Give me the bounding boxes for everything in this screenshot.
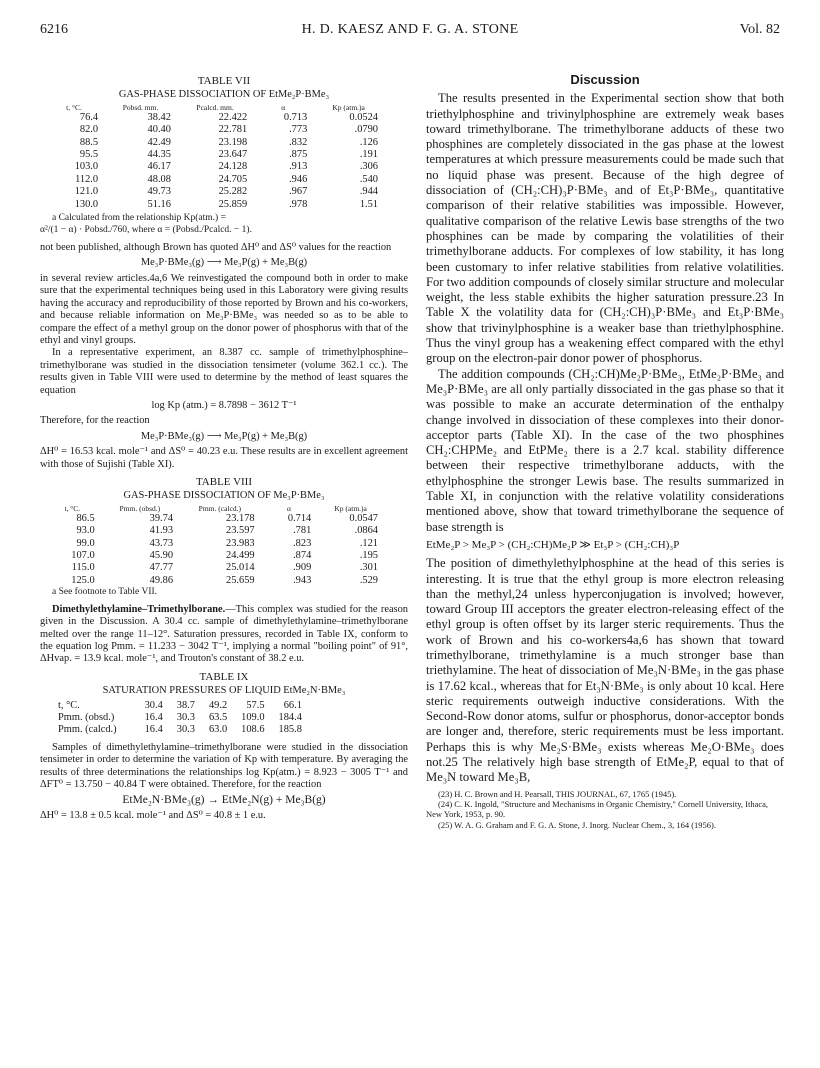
table-cell: .874 xyxy=(293,550,312,561)
table-cell: .191 xyxy=(359,149,378,161)
column-header: t, °C. xyxy=(66,102,82,112)
table-cell: 112.0 xyxy=(75,173,99,185)
table-vii-footnote-2: α²/(1 − α) · Pobsd./760, where α = (Pobsd./Pcalcd. − 1). xyxy=(40,224,252,235)
table-row xyxy=(44,112,384,124)
paragraph: ΔH⁰ = 16.53 kcal. mole⁻¹ and ΔS⁰ = 40.23 e.u. These results are in excellent agreement with those of Sujishi (Table XI). xyxy=(40,446,408,470)
table-viii-caption: GAS-PHASE DISSOCIATION OF Me₃P·BMe₃ xyxy=(123,490,325,502)
table-cell: .306 xyxy=(359,161,378,173)
table-cell: 63.0 xyxy=(208,724,228,736)
column-header: Kp (atm.)a xyxy=(332,102,365,112)
table-cell: 125.0 xyxy=(71,574,95,586)
table-cell: 185.8 xyxy=(278,724,302,736)
table-row xyxy=(44,513,384,525)
table-cell: .832 xyxy=(289,136,308,148)
running-header xyxy=(40,22,780,42)
table-row xyxy=(44,137,384,149)
table-cell: 23.198 xyxy=(218,136,248,148)
table-cell: .773 xyxy=(289,124,308,136)
table-cell: 22.422 xyxy=(218,111,248,123)
section-heading: Discussion xyxy=(570,72,640,87)
table-cell: 25.014 xyxy=(226,562,255,574)
table-row xyxy=(44,186,384,198)
table-cell: 86.5 xyxy=(76,512,95,524)
table-row xyxy=(58,724,302,736)
table-row xyxy=(44,525,384,537)
table-cell: 66.1 xyxy=(283,699,302,711)
table-cell: 30.3 xyxy=(176,724,195,736)
column-header: Pmm. (calcd.) xyxy=(198,503,241,513)
table-cell: 130.0 xyxy=(74,198,99,210)
table-cell: 25.282 xyxy=(218,186,248,198)
table-cell: 23.597 xyxy=(226,525,255,537)
table-vii-caption: GAS-PHASE DISSOCIATION OF EtMe₂P·BMe₃ xyxy=(118,89,330,101)
table-cell: Pmm. (calcd.) xyxy=(58,724,117,736)
paragraph: in several review articles.4a,6 We reinvestigated the compound both in order to make sure that the experimental techniques being used in this Laboratory were giving results having the accuracy and reproducibility of those reported by Brown and his co-workers, and because reliable information on Me₃P·BMe₃ was needed so as to be able to compare the effect of a methyl group on the donor power of phosphorus with that of the ethyl and vinyl groups. xyxy=(40,272,408,346)
table-viii-footnote: a See footnote to Table VII. xyxy=(52,587,158,598)
table-cell: .0790 xyxy=(354,124,378,136)
table-ix xyxy=(58,700,302,737)
table-viii-label: TABLE VIII xyxy=(195,475,253,488)
table-cell: .944 xyxy=(359,186,378,198)
table-cell: .540 xyxy=(359,173,378,185)
table-cell: .781 xyxy=(293,525,312,537)
table-vii-label: TABLE VII xyxy=(197,75,251,87)
paragraph: In a representative experiment, an 8.387 cc. sample of trimethylphosphine–trimethylborane was studied in the dissociation tensimeter (volume 362.1 cc.). The results given in Table VIII were used to determine by the method of least squares the equation xyxy=(40,347,408,396)
table-cell: 0.0547 xyxy=(349,512,378,524)
table-cell: 38.7 xyxy=(176,699,195,711)
table-row xyxy=(58,712,302,724)
table-row xyxy=(44,575,384,587)
table-cell: 88.5 xyxy=(79,136,99,148)
column-header: Pobsd. mm. xyxy=(122,102,159,112)
equation: EtMe₂N·BMe₃(g) → EtMe₂N(g) + Me₃B(g) xyxy=(122,794,326,807)
table-cell: 25.859 xyxy=(218,198,248,210)
table-cell: 49.73 xyxy=(147,186,171,198)
table-cell: 39.74 xyxy=(149,512,174,524)
paragraph: The position of dimethylethylphosphine at the head of this series is interesting. It is true that the ethyl group is more electron releasing than the methyl,24 unless hyperconjugation is involved; however, toward Group III acceptors the greater electron-releasing effect of the ethyl group is often offset by its larger steric requirements. Thus the work of Brown and his co-workers4a,6 has shown that toward trimethylborane, trimethylamine is a much stronger base than triethylamine. The heat of dissociation of Me₃N·BMe₃ in the gas phase is 17.62 kcal., whereas that for Et₃N·BMe₃ is only about 10 kcal. Here steric requirements outweigh inductive considerations. With the Second-Row donor atoms, sulfur or phosphorus, donor-acceptor bonds are longer and, therefore, steric requirements must be less important. Perhaps this is why Me₂S·BMe₃ exists whereas Me₂O·BMe₃ does not.25 The relatively high base strength of EtMe₂P, equal to that of Me₃N toward Me₃B, xyxy=(426,556,784,785)
footnote-24: (24) C. K. Ingold, "Structure and Mechanisms in Organic Chemistry," Cornell University, Ithaca, New York, 1953, p. 90. xyxy=(426,798,769,820)
table-cell: .875 xyxy=(289,149,308,161)
table-cell: 108.6 xyxy=(241,724,265,736)
table-cell: 51.16 xyxy=(147,198,171,210)
table-cell: 115.0 xyxy=(71,562,95,574)
table-cell: 184.4 xyxy=(278,711,302,723)
table-cell: Pmm. (obsd.) xyxy=(58,711,115,723)
table-cell: 41.93 xyxy=(149,525,174,537)
table-row xyxy=(44,199,384,211)
table-cell: 99.0 xyxy=(76,537,95,549)
section-run-in-heading: Dimethylethylamine–Trimethylborane. xyxy=(52,603,226,615)
table-row xyxy=(44,538,384,550)
table-ix-caption: SATURATION PRESSURES OF LIQUID EtMe₂N·BMe₃ xyxy=(102,685,346,697)
table-row xyxy=(44,550,384,562)
table-cell: 49.2 xyxy=(208,699,228,711)
column-header: Pcalcd. mm. xyxy=(196,102,234,112)
column-header: Pmm. (obsd.) xyxy=(119,503,161,513)
table-cell: 1.51 xyxy=(359,198,378,210)
table-cell: 46.17 xyxy=(147,161,171,173)
table-cell: 25.659 xyxy=(226,574,255,586)
table-cell: 0.0524 xyxy=(349,111,378,123)
table-cell: 23.983 xyxy=(226,537,255,549)
table-cell: 38.42 xyxy=(147,111,171,123)
volume-label: Vol. 82 xyxy=(739,22,780,37)
running-authors: H. D. KAESZ AND F. G. A. STONE xyxy=(301,22,519,37)
footnote-25: (25) W. A. G. Graham and F. G. A. Stone, J. Inorg. Nuclear Chem., 3, 164 (1956). xyxy=(438,819,716,830)
table-cell: 24.128 xyxy=(218,161,248,173)
table-cell: 95.5 xyxy=(79,149,99,161)
paragraph: ΔH⁰ = 13.8 ± 0.5 kcal. mole⁻¹ and ΔS⁰ = 40.8 ± 1 e.u. xyxy=(40,809,266,821)
table-cell: .913 xyxy=(289,161,308,173)
table-cell: .301 xyxy=(359,562,378,574)
footnote-23: (23) H. C. Brown and H. Pearsall, THIS JOURNAL, 67, 1765 (1945). xyxy=(438,788,677,799)
paragraph: Samples of dimethylethylamine–trimethylborane were studied in the dissociation tensimeter in order to determine the variation of Kp with temperature. By averaging the results of three determinations the relationships log Kp(atm.) = 8.923 − 3005 T⁻¹ and ΔFT⁰ = 13.750 − 40.84 T were obtained. Therefore, for the reaction xyxy=(40,741,408,790)
equation: Me₃P·BMe₃(g) ⟶ Me₃P(g) + Me₃B(g) xyxy=(140,430,308,442)
table-cell: 16.4 xyxy=(144,711,163,723)
table-cell: 44.35 xyxy=(147,149,171,161)
table-row xyxy=(44,124,384,136)
table-cell: .978 xyxy=(289,198,308,210)
table-cell: 48.08 xyxy=(147,173,171,185)
table-row xyxy=(44,161,384,173)
table-cell: 0.714 xyxy=(287,512,312,524)
table-cell: 30.4 xyxy=(144,699,163,711)
table-cell: .529 xyxy=(359,574,378,586)
paragraph: The results presented in the Experimental section show that both triethylphosphine and trivinylphosphine are extremely weak bases toward trimethylborane. The trimethylborane adducts of these two phosphines are completely dissociated in the gas phase at the lowest temperatures at which pressure measurements could be made such that no liquid phase was present. Because of the high degree of dissociation of (CH₂:CH)₃P·BMe₃ and of Et₃P·BMe₃, quantitative comparison of their relative stabilities was impossible. However, qualitative comparison of the relative Lewis base strengths of the two phosphines can be made by comparing the volatilities of their trimethylborane adducts. For complexes of low stability, it has long been customary to infer relative stabilities from relative volatilities. For two addition compounds of closely similar structure and molecular weight, the less stable exhibits the higher saturation pressure.23 In Table X the volatility data for (CH₂:CH)₃P·BMe₃ and Et₃P·BMe₃ show that trivinylphosphine is a weaker base than triethylphosphine. Thus the vinyl group has a weakening effect compared with the ethyl group on the electron-pair donor power of phosphorus. xyxy=(426,91,784,366)
table-cell: 24.499 xyxy=(226,550,255,561)
table-cell: .0864 xyxy=(354,525,378,537)
paragraph: not been published, although Brown has quoted ΔH⁰ and ΔS⁰ values for the reaction xyxy=(40,242,392,254)
base-strength-sequence: EtMe₂P > Me₃P > (CH₂:CH)Me₂P ≫ Et₃P > (CH₂:CH)₃P xyxy=(426,538,680,551)
table-ix-label: TABLE IX xyxy=(199,670,249,683)
table-cell: .967 xyxy=(289,186,308,198)
table-cell: 93.0 xyxy=(76,525,95,537)
table-cell: 47.77 xyxy=(149,562,174,574)
table-cell: 109.0 xyxy=(241,711,265,723)
table-vii xyxy=(44,104,384,211)
table-cell: .909 xyxy=(293,562,312,574)
table-cell: .126 xyxy=(359,136,378,148)
table-cell: 24.705 xyxy=(218,173,248,185)
paragraph-text: —This complex was studied for the reason given in the Discussion. A 30.4 cc. sample of dimethylethylamine–trimethylborane melted over the range 11–12°. Saturation pressures, recorded in Table IX, conform to the equation log Pmm. = 11.233 − 3042 T⁻¹, implying a normal "boiling point" of 91°, ΔHvap. = 13.9 kcal. mole⁻¹, and Trouton's constant of 38.2 e.u. xyxy=(40,603,408,665)
footnotes xyxy=(426,789,784,830)
column-header: α xyxy=(286,503,291,513)
column-header: t, °C. xyxy=(64,503,81,513)
equation: Me₃P·BMe₃(g) ⟶ Me₃P(g) + Me₃B(g) xyxy=(140,257,308,269)
table-cell: 22.781 xyxy=(218,124,248,136)
table-viii xyxy=(44,505,384,587)
page-number: 6216 xyxy=(40,22,68,37)
paragraph xyxy=(40,604,408,666)
table-cell: 43.73 xyxy=(149,537,174,549)
paragraph: The addition compounds (CH₂:CH)Me₂P·BMe₃, EtMe₂P·BMe₃ and Me₃P·BMe₃ are all only partially dissociated in the gas phase so that it was possible to make an accurate determination of the enthalpy change involved in dissociation of these complexes into their donor-acceptor parts (Table XI). In the case of the two phosphines CH₂:CHPMe₂ and EtPMe₂ there is a 2.7 kcal. stability difference between their respective trimethylborane adducts, with the ethylphosphine the stronger Lewis base. The results summarized in Table XI, in conjunction with the relative volatility considerations mentioned above, show that toward trimethylborane the sequence of base strength is xyxy=(426,366,784,534)
table-row xyxy=(44,149,384,161)
table-cell: 107.0 xyxy=(71,550,95,561)
paragraph: Therefore, for the reaction xyxy=(40,415,150,427)
column-header: α xyxy=(281,102,286,112)
table-cell: 16.4 xyxy=(144,724,163,736)
column-header: Kp (atm.)a xyxy=(334,503,367,513)
table-cell: 63.5 xyxy=(208,711,228,723)
table-cell: t, °C. xyxy=(58,699,80,711)
table-cell: 76.4 xyxy=(79,111,99,123)
table-cell: .121 xyxy=(359,537,378,549)
equation: log Kp (atm.) = 8.7898 − 3612 T⁻¹ xyxy=(151,399,297,411)
table-cell: 49.86 xyxy=(149,574,174,586)
table-vii-footnote-1: a Calculated from the relationship Kp(atm.) = xyxy=(52,213,226,224)
table-cell: 40.40 xyxy=(147,124,171,136)
table-cell: .823 xyxy=(293,537,312,549)
table-cell: 23.178 xyxy=(226,512,255,524)
table-cell: .195 xyxy=(359,550,378,561)
table-cell: 103.0 xyxy=(74,161,99,173)
left-column xyxy=(40,72,408,822)
table-cell: 45.90 xyxy=(149,550,174,561)
table-cell: 23.647 xyxy=(218,149,248,161)
table-cell: 42.49 xyxy=(147,136,171,148)
table-row xyxy=(44,174,384,186)
table-cell: 0.713 xyxy=(283,111,308,123)
table-row xyxy=(44,562,384,574)
right-column xyxy=(426,72,784,830)
table-cell: .943 xyxy=(293,574,312,586)
table-cell: .946 xyxy=(289,173,308,185)
table-row xyxy=(58,700,302,712)
table-cell: 57.5 xyxy=(246,699,265,711)
table-cell: 82.0 xyxy=(79,124,99,136)
table-cell: 121.0 xyxy=(74,186,99,198)
table-cell: 30.3 xyxy=(176,711,195,723)
